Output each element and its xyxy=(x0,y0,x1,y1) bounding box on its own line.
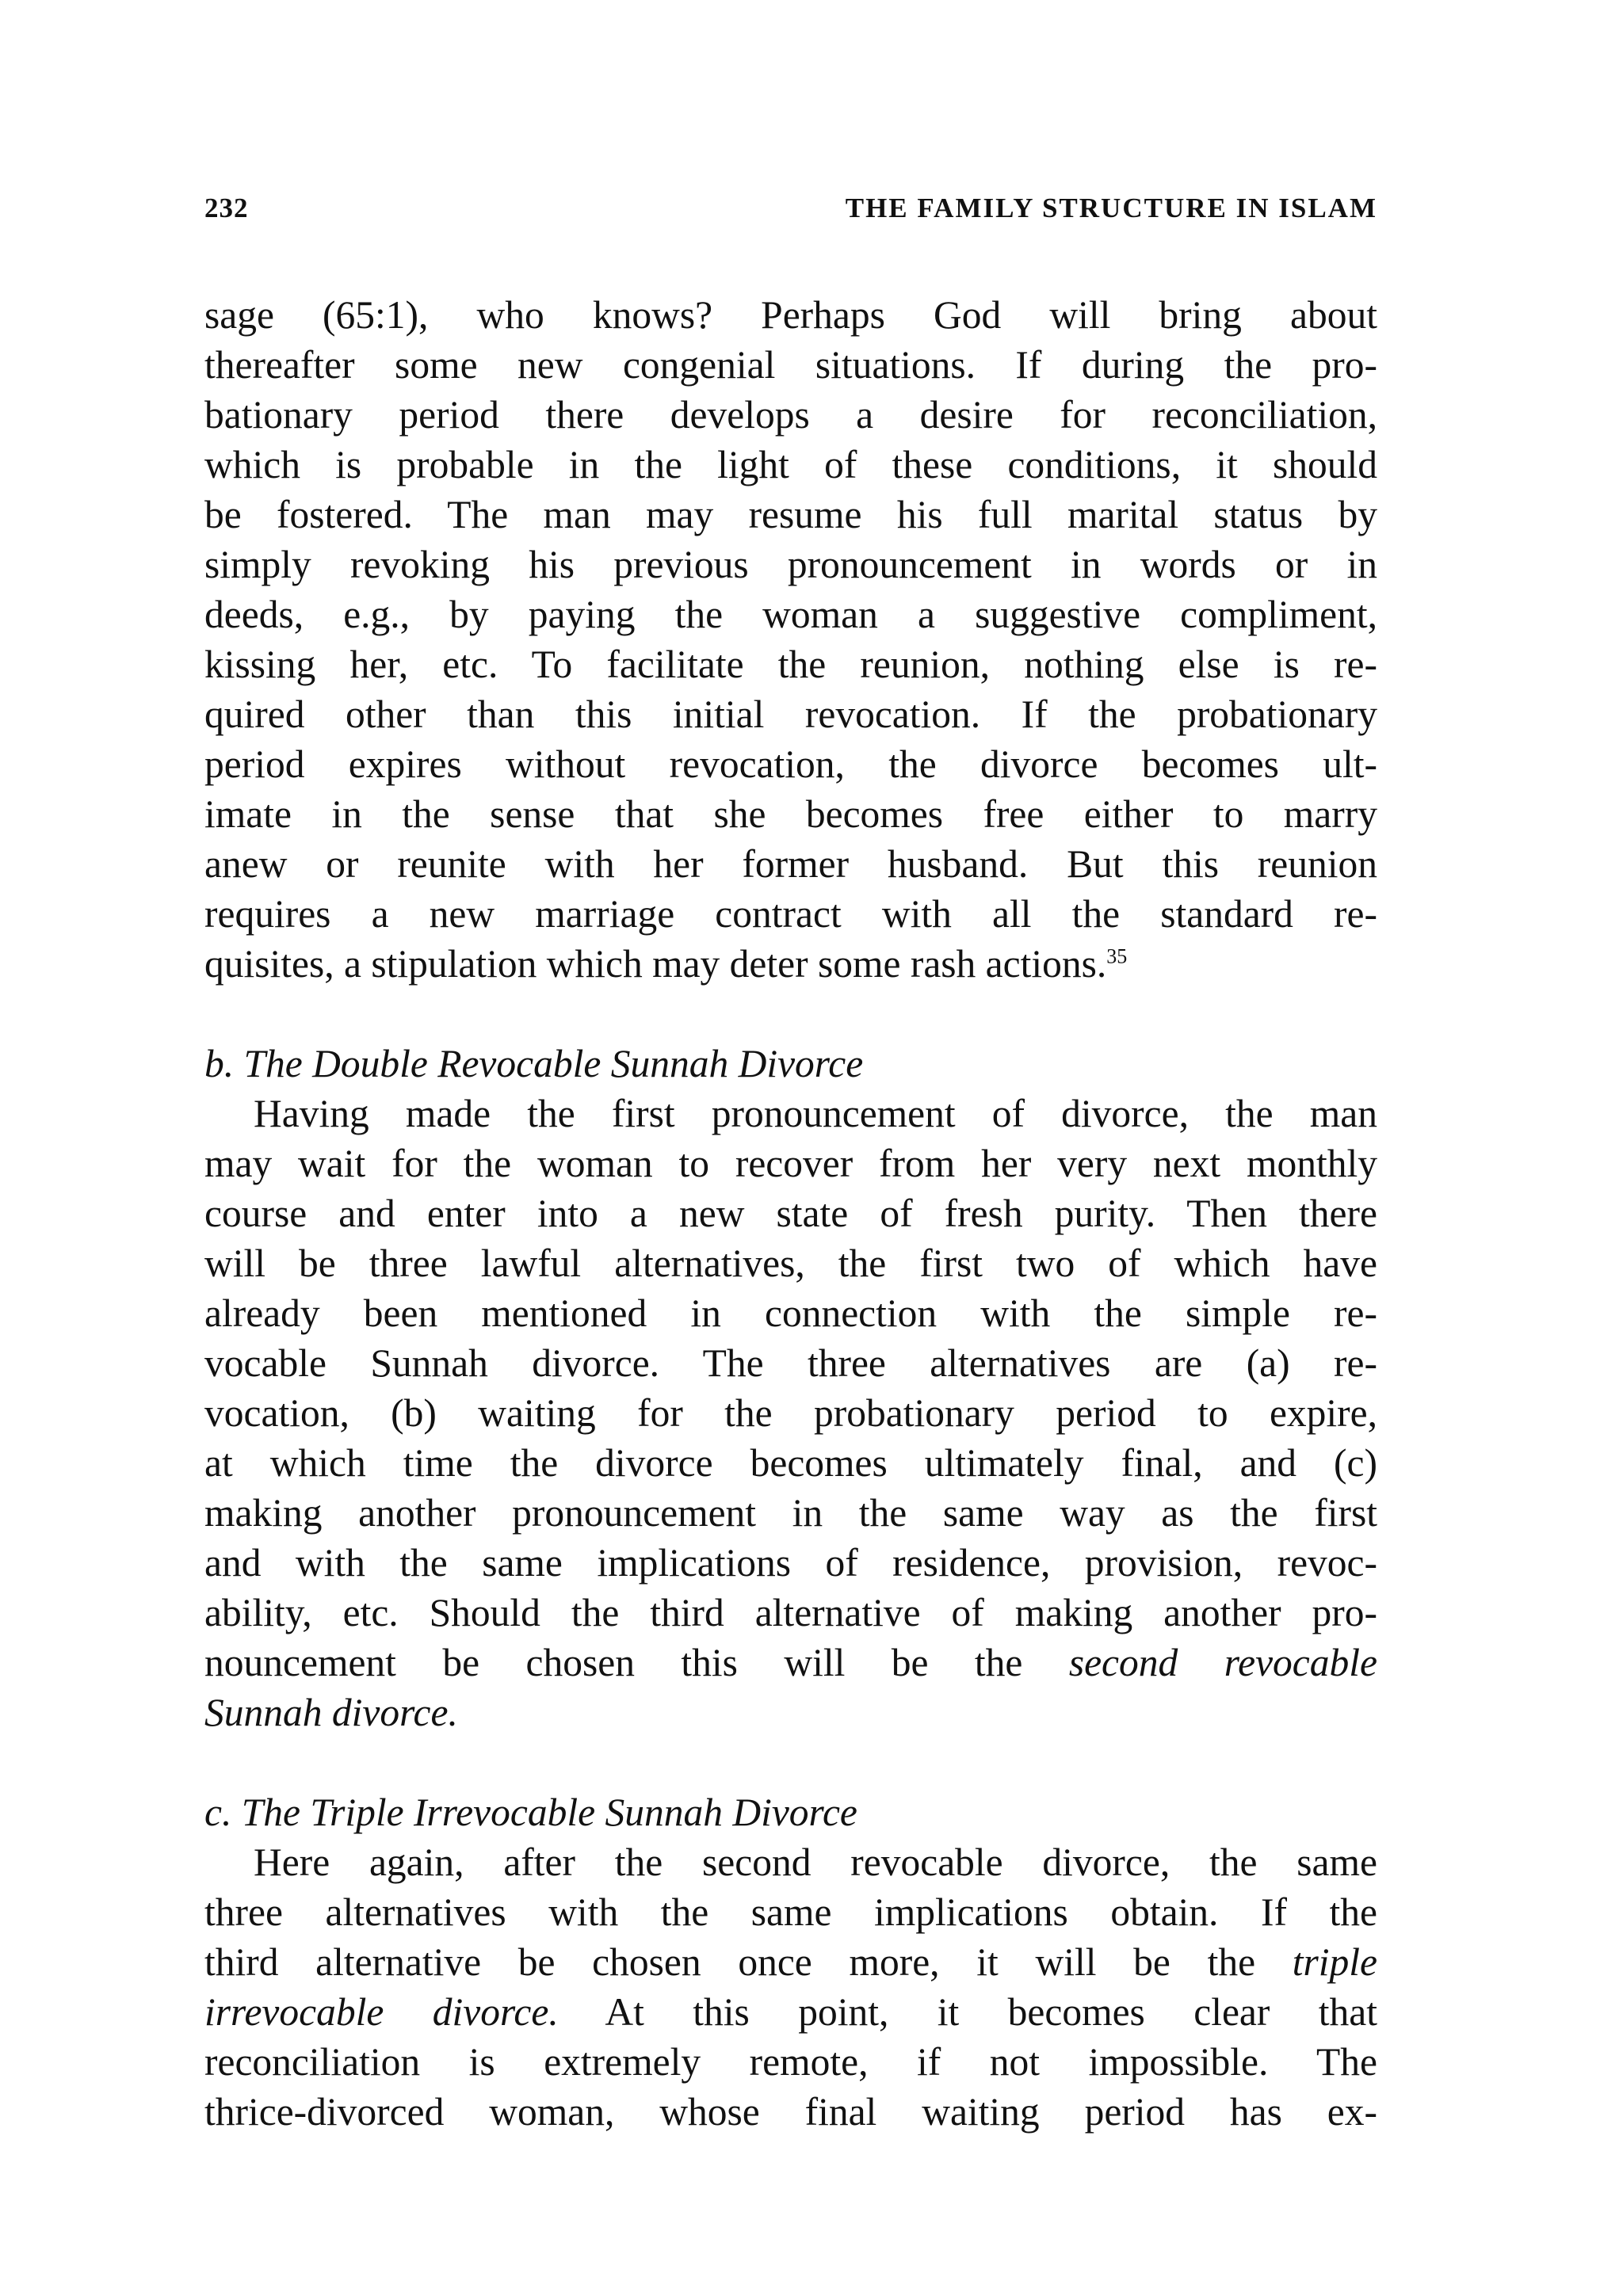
text-line: which is probable in the light of these conditions, it should xyxy=(204,443,1377,486)
text-line: vocation, (b) waiting for the probationary period to expire, xyxy=(204,1391,1377,1435)
text-line: kissing her, etc. To facilitate the reunion, nothing else is re- xyxy=(204,643,1377,686)
text-line xyxy=(204,939,1377,989)
text-line: course and enter into a new state of fresh purity. Then there xyxy=(204,1192,1377,1235)
text-line: and with the same implications of residence, provision, revoc- xyxy=(204,1541,1377,1585)
italic-term: second revocable xyxy=(1068,1641,1378,1684)
text-line: may wait for the woman to recover from her very next monthly xyxy=(204,1142,1377,1185)
text-line: vocable Sunnah divorce. The three alternatives are (a) re- xyxy=(204,1341,1377,1385)
running-title: THE FAMILY STRUCTURE IN ISLAM xyxy=(845,193,1377,223)
text-line: already been mentioned in connection with the simple re- xyxy=(204,1291,1377,1335)
text-line: imate in the sense that she becomes free either to marry xyxy=(204,792,1377,836)
page-number: 232 xyxy=(204,193,249,223)
text-line xyxy=(204,1987,1377,2037)
text-line: three alternatives with the same implications obtain. If the xyxy=(204,1890,1377,1934)
text-line: thereafter some new congenial situations. If during the pro- xyxy=(204,343,1377,387)
text-line: deeds, e.g., by paying the woman a suggestive compliment, xyxy=(204,593,1377,636)
text-line: simply revoking his previous pronouncement in words or in xyxy=(204,543,1377,586)
text-line: Having made the first pronouncement of divorce, the man xyxy=(254,1092,1377,1135)
text-line: Sunnah divorce. xyxy=(204,1691,458,1734)
text-line: at which time the divorce becomes ultimately final, and (c) xyxy=(204,1441,1377,1485)
intro-paragraph xyxy=(204,290,1377,989)
text-line: making another pronouncement in the same way as the first xyxy=(204,1491,1377,1535)
text-line: reconciliation is extremely remote, if not impossible. The xyxy=(204,2040,1377,2084)
italic-term: irrevocable divorce. xyxy=(204,1990,559,2034)
text-span: third alternative be chosen once more, it will be the xyxy=(204,1940,1293,1984)
text-line: quired other than this initial revocation. If the probationary xyxy=(204,692,1377,736)
footnote-reference[interactable]: 35 xyxy=(1106,944,1128,968)
text-line: bationary period there develops a desire for reconciliation, xyxy=(204,393,1377,437)
text-line: ability, etc. Should the third alternative of making another pro- xyxy=(204,1591,1377,1634)
text-line: Here again, after the second revocable divorce, the same xyxy=(254,1840,1377,1884)
text-line: sage (65:1), who knows? Perhaps God will bring about xyxy=(204,293,1377,337)
text-line: anew or reunite with her former husband. But this reunion xyxy=(204,842,1377,886)
section-heading-c: c. The Triple Irrevocable Sunnah Divorce xyxy=(204,1791,857,1834)
text-line xyxy=(204,1937,1377,1987)
running-head xyxy=(204,190,1377,227)
text-span: At this point, it becomes clear that xyxy=(558,1990,1377,2034)
text-line: be fostered. The man may resume his full marital status by xyxy=(204,493,1377,536)
text-line: period expires without revocation, the divorce becomes ult- xyxy=(204,742,1377,786)
text-line: will be three lawful alternatives, the first two of which have xyxy=(204,1241,1377,1285)
italic-term: triple xyxy=(1292,1940,1377,1984)
text-line xyxy=(204,1638,1377,1688)
text-line: thrice-divorced woman, whose final waiting period has ex- xyxy=(204,2090,1377,2134)
section-c xyxy=(204,1787,1377,2137)
section-heading-b: b. The Double Revocable Sunnah Divorce xyxy=(204,1042,864,1085)
text-span: nouncement be chosen this will be the xyxy=(204,1641,1069,1684)
text-line: requires a new marriage contract with all the standard re- xyxy=(204,892,1377,936)
text-span: quisites, a stipulation which may deter some rash actions. xyxy=(204,942,1107,986)
section-b xyxy=(204,1039,1377,1737)
